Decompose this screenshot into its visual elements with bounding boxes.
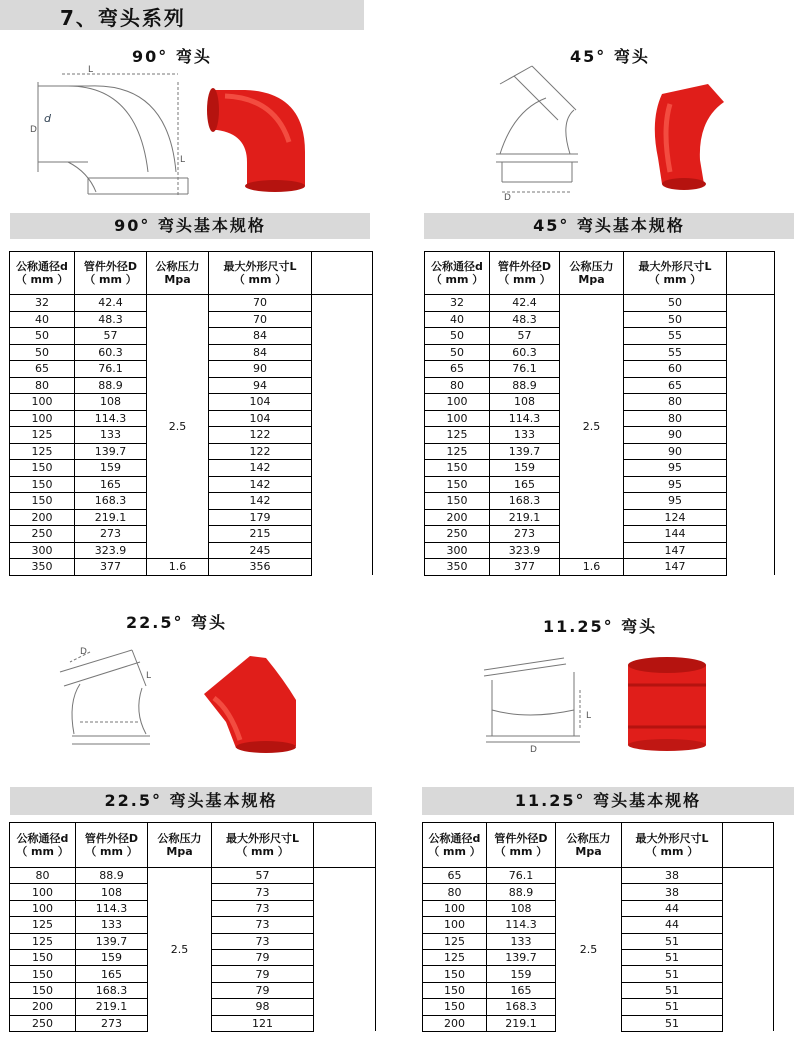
cell-max-size: 90 <box>209 361 312 378</box>
cell-nominal: 200 <box>425 509 490 526</box>
cell-max-size: 104 <box>209 394 312 411</box>
table-row <box>423 868 774 884</box>
col-header-max-size: 最大外形尺寸L （ mm ） <box>624 252 727 295</box>
cell-max-size: 245 <box>209 542 312 559</box>
cell-blank <box>727 427 775 444</box>
cell-nominal: 125 <box>425 443 490 460</box>
col-header-outer-dia: 管件外径D （ mm ） <box>76 823 148 868</box>
table-header-row <box>425 252 775 295</box>
cell-nominal: 50 <box>425 328 490 345</box>
elbow-90-photo <box>205 82 315 201</box>
cell-nominal: 80 <box>425 377 490 394</box>
table-row <box>10 559 373 576</box>
elbow-45-drawing <box>490 62 590 207</box>
col-header-blank <box>727 252 775 295</box>
cell-blank <box>312 526 373 543</box>
elbow-22-5-drawing <box>50 642 160 762</box>
cell-blank <box>723 1015 774 1031</box>
cell-blank <box>727 542 775 559</box>
cell-blank <box>314 949 376 965</box>
cell-outer-dia: 168.3 <box>76 982 148 998</box>
cell-nominal: 250 <box>10 1015 76 1031</box>
cell-blank <box>723 917 774 933</box>
cell-max-size: 104 <box>209 410 312 427</box>
cell-outer-dia: 168.3 <box>490 493 560 510</box>
cell-blank <box>727 377 775 394</box>
col-header-nominal: 公称通径d （ mm ） <box>10 823 76 868</box>
label-L-side: L <box>180 155 186 165</box>
table-header-row <box>10 823 376 868</box>
cell-pressure: 2.5 <box>560 295 624 559</box>
cell-nominal: 80 <box>10 868 76 884</box>
cell-nominal: 150 <box>423 999 487 1015</box>
cell-max-size: 51 <box>622 1015 723 1031</box>
col-header-outer-dia: 管件外径D （ mm ） <box>487 823 556 868</box>
elbow-90-drawing <box>28 62 198 202</box>
cell-max-size: 73 <box>212 917 314 933</box>
cell-last-0: 350 <box>10 559 75 576</box>
col-header-blank <box>312 252 373 295</box>
cell-outer-dia: 139.7 <box>490 443 560 460</box>
cell-blank <box>312 460 373 477</box>
cell-outer-dia: 323.9 <box>75 542 147 559</box>
label-L-22: L <box>146 671 152 681</box>
cell-blank <box>727 460 775 477</box>
cell-blank <box>727 344 775 361</box>
section-title-90: 90° 弯头 <box>132 47 212 66</box>
cell-blank <box>723 966 774 982</box>
cell-pressure: 2.5 <box>556 868 622 1032</box>
cell-last-1: 377 <box>75 559 147 576</box>
cell-blank <box>314 917 376 933</box>
cell-last-2: 1.6 <box>147 559 209 576</box>
cell-blank <box>727 328 775 345</box>
cell-blank <box>723 999 774 1015</box>
cell-nominal: 50 <box>425 344 490 361</box>
cell-nominal: 150 <box>423 982 487 998</box>
cell-outer-dia: 159 <box>76 949 148 965</box>
col-header-nominal: 公称通径d （ mm ） <box>423 823 487 868</box>
cell-nominal: 100 <box>423 917 487 933</box>
cell-outer-dia: 323.9 <box>490 542 560 559</box>
spec-table-22-5 <box>9 822 376 1032</box>
cell-max-size: 55 <box>624 344 727 361</box>
cell-nominal: 80 <box>10 377 75 394</box>
cell-outer-dia: 219.1 <box>487 1015 556 1031</box>
cell-max-size: 142 <box>209 493 312 510</box>
cell-outer-dia: 88.9 <box>487 884 556 900</box>
cell-max-size: 95 <box>624 460 727 477</box>
cell-outer-dia: 108 <box>487 900 556 916</box>
col-header-nominal: 公称通径d （ mm ） <box>425 252 490 295</box>
cell-blank <box>314 982 376 998</box>
cell-blank <box>727 394 775 411</box>
cell-max-size: 98 <box>212 999 314 1015</box>
cell-pressure: 2.5 <box>148 868 212 1032</box>
cell-nominal: 65 <box>425 361 490 378</box>
section-title-22-5: 22.5° 弯头 <box>126 613 228 632</box>
cell-max-size: 84 <box>209 344 312 361</box>
cell-blank <box>314 884 376 900</box>
cell-blank <box>312 311 373 328</box>
cell-outer-dia: 114.3 <box>76 900 148 916</box>
elbow-11-25-photo <box>622 655 712 759</box>
cell-nominal: 125 <box>423 933 487 949</box>
cell-blank <box>312 394 373 411</box>
cell-blank <box>727 559 775 576</box>
cell-outer-dia: 76.1 <box>490 361 560 378</box>
elbow-11-25-drawing <box>478 650 603 755</box>
cell-blank <box>723 949 774 965</box>
cell-nominal: 150 <box>423 966 487 982</box>
cell-blank <box>312 344 373 361</box>
cell-max-size: 51 <box>622 966 723 982</box>
cell-nominal: 150 <box>10 476 75 493</box>
cell-max-size: 73 <box>212 884 314 900</box>
cell-nominal: 100 <box>10 900 76 916</box>
cell-blank <box>312 361 373 378</box>
cell-outer-dia: 88.9 <box>76 868 148 884</box>
table-header-row <box>423 823 774 868</box>
cell-blank <box>727 526 775 543</box>
cell-blank <box>727 361 775 378</box>
cell-blank <box>312 542 373 559</box>
cell-max-size: 122 <box>209 427 312 444</box>
col-header-blank <box>723 823 774 868</box>
cell-nominal: 100 <box>425 394 490 411</box>
cell-max-size: 90 <box>624 443 727 460</box>
cell-nominal: 200 <box>423 1015 487 1031</box>
cell-nominal: 150 <box>10 949 76 965</box>
cell-outer-dia: 165 <box>76 966 148 982</box>
cell-nominal: 300 <box>10 542 75 559</box>
cell-blank <box>312 328 373 345</box>
cell-pressure: 2.5 <box>147 295 209 559</box>
cell-last-2: 1.6 <box>560 559 624 576</box>
cell-max-size: 73 <box>212 933 314 949</box>
cell-nominal: 125 <box>423 949 487 965</box>
cell-nominal: 125 <box>10 933 76 949</box>
cell-nominal: 50 <box>10 328 75 345</box>
cell-outer-dia: 219.1 <box>76 999 148 1015</box>
cell-max-size: 51 <box>622 999 723 1015</box>
cell-max-size: 124 <box>624 509 727 526</box>
cell-nominal: 80 <box>423 884 487 900</box>
cell-nominal: 150 <box>10 460 75 477</box>
table-row <box>10 295 373 312</box>
spec-table-45 <box>424 251 775 576</box>
spec-table-90 <box>9 251 373 576</box>
cell-outer-dia: 108 <box>75 394 147 411</box>
cell-max-size: 51 <box>622 949 723 965</box>
cell-max-size: 121 <box>212 1015 314 1031</box>
cell-max-size: 80 <box>624 394 727 411</box>
cell-blank <box>312 427 373 444</box>
table-row <box>425 295 775 312</box>
cell-max-size: 65 <box>624 377 727 394</box>
col-header-blank <box>314 823 376 868</box>
table-row <box>425 559 775 576</box>
cell-outer-dia: 168.3 <box>75 493 147 510</box>
col-header-outer-dia: 管件外径D （ mm ） <box>75 252 147 295</box>
cell-nominal: 125 <box>10 427 75 444</box>
cell-max-size: 51 <box>622 982 723 998</box>
cell-blank <box>312 493 373 510</box>
cell-blank <box>727 295 775 312</box>
cell-max-size: 79 <box>212 966 314 982</box>
cell-nominal: 125 <box>10 443 75 460</box>
cell-max-size: 44 <box>622 900 723 916</box>
cell-max-size: 142 <box>209 476 312 493</box>
cell-max-size: 179 <box>209 509 312 526</box>
cell-max-size: 57 <box>212 868 314 884</box>
cell-max-size: 95 <box>624 476 727 493</box>
col-header-pressure: 公称压力 Mpa <box>556 823 622 868</box>
cell-max-size: 90 <box>624 427 727 444</box>
cell-outer-dia: 133 <box>75 427 147 444</box>
label-D-22: D <box>80 647 87 657</box>
cell-outer-dia: 165 <box>490 476 560 493</box>
cell-outer-dia: 42.4 <box>490 295 560 312</box>
cell-blank <box>727 410 775 427</box>
cell-outer-dia: 108 <box>76 884 148 900</box>
cell-max-size: 51 <box>622 933 723 949</box>
cell-nominal: 65 <box>10 361 75 378</box>
cell-outer-dia: 133 <box>76 917 148 933</box>
col-header-pressure: 公称压力 Mpa <box>560 252 624 295</box>
cell-nominal: 250 <box>10 526 75 543</box>
cell-nominal: 100 <box>10 884 76 900</box>
cell-max-size: 44 <box>622 917 723 933</box>
table-header-row <box>10 252 373 295</box>
cell-nominal: 40 <box>10 311 75 328</box>
cell-outer-dia: 159 <box>487 966 556 982</box>
cell-blank <box>723 933 774 949</box>
cell-outer-dia: 88.9 <box>75 377 147 394</box>
cell-blank <box>723 982 774 998</box>
cell-blank <box>314 900 376 916</box>
cell-max-size: 38 <box>622 868 723 884</box>
cell-blank <box>314 868 376 884</box>
cell-outer-dia: 48.3 <box>490 311 560 328</box>
cell-max-size: 84 <box>209 328 312 345</box>
label-D-45: D <box>504 193 511 203</box>
cell-nominal: 150 <box>425 493 490 510</box>
cell-max-size: 70 <box>209 311 312 328</box>
col-header-max-size: 最大外形尺寸L （ mm ） <box>622 823 723 868</box>
cell-nominal: 150 <box>10 493 75 510</box>
cell-nominal: 200 <box>10 999 76 1015</box>
cell-nominal: 300 <box>425 542 490 559</box>
spec-title-11-25: 11.25° 弯头基本规格 <box>422 787 794 815</box>
cell-blank <box>312 377 373 394</box>
cell-outer-dia: 139.7 <box>75 443 147 460</box>
cell-max-size: 94 <box>209 377 312 394</box>
cell-outer-dia: 165 <box>75 476 147 493</box>
label-D-11: D <box>530 745 537 755</box>
cell-nominal: 150 <box>425 476 490 493</box>
cell-blank <box>314 1015 376 1031</box>
spec-title-90: 90° 弯头基本规格 <box>10 213 370 239</box>
cell-blank <box>727 311 775 328</box>
cell-nominal: 40 <box>425 311 490 328</box>
cell-max-size: 70 <box>209 295 312 312</box>
cell-outer-dia: 165 <box>487 982 556 998</box>
col-header-max-size: 最大外形尺寸L （ mm ） <box>212 823 314 868</box>
elbow-45-photo <box>628 80 728 199</box>
label-d: d <box>44 112 51 125</box>
cell-nominal: 250 <box>425 526 490 543</box>
cell-max-size: 142 <box>209 460 312 477</box>
cell-outer-dia: 114.3 <box>75 410 147 427</box>
cell-outer-dia: 76.1 <box>75 361 147 378</box>
cell-outer-dia: 57 <box>490 328 560 345</box>
col-header-max-size: 最大外形尺寸L （ mm ） <box>209 252 312 295</box>
cell-max-size: 122 <box>209 443 312 460</box>
cell-outer-dia: 108 <box>490 394 560 411</box>
cell-max-size: 50 <box>624 311 727 328</box>
cell-blank <box>727 443 775 460</box>
cell-outer-dia: 133 <box>487 933 556 949</box>
cell-outer-dia: 273 <box>76 1015 148 1031</box>
cell-nominal: 125 <box>10 917 76 933</box>
cell-last-3: 147 <box>624 559 727 576</box>
cell-blank <box>314 933 376 949</box>
section-title-11-25: 11.25° 弯头 <box>543 617 658 636</box>
cell-outer-dia: 139.7 <box>76 933 148 949</box>
cell-nominal: 150 <box>425 460 490 477</box>
cell-outer-dia: 88.9 <box>490 377 560 394</box>
cell-max-size: 95 <box>624 493 727 510</box>
cell-outer-dia: 60.3 <box>490 344 560 361</box>
spec-title-22-5: 22.5° 弯头基本规格 <box>10 787 372 815</box>
cell-nominal: 50 <box>10 344 75 361</box>
cell-nominal: 32 <box>10 295 75 312</box>
cell-nominal: 32 <box>425 295 490 312</box>
cell-nominal: 100 <box>423 900 487 916</box>
cell-max-size: 38 <box>622 884 723 900</box>
cell-outer-dia: 159 <box>75 460 147 477</box>
cell-blank <box>727 493 775 510</box>
cell-max-size: 80 <box>624 410 727 427</box>
cell-max-size: 147 <box>624 542 727 559</box>
cell-outer-dia: 114.3 <box>487 917 556 933</box>
cell-nominal: 100 <box>10 410 75 427</box>
cell-outer-dia: 159 <box>490 460 560 477</box>
cell-nominal: 200 <box>10 509 75 526</box>
cell-blank <box>727 509 775 526</box>
cell-outer-dia: 60.3 <box>75 344 147 361</box>
spec-title-45: 45° 弯头基本规格 <box>424 213 794 239</box>
cell-blank <box>312 559 373 576</box>
label-L-11: L <box>586 711 592 721</box>
cell-outer-dia: 133 <box>490 427 560 444</box>
cell-outer-dia: 48.3 <box>75 311 147 328</box>
cell-outer-dia: 42.4 <box>75 295 147 312</box>
cell-outer-dia: 139.7 <box>487 949 556 965</box>
cell-outer-dia: 219.1 <box>490 509 560 526</box>
cell-nominal: 65 <box>423 868 487 884</box>
section-title-45: 45° 弯头 <box>570 47 650 66</box>
cell-blank <box>312 509 373 526</box>
cell-blank <box>312 410 373 427</box>
cell-blank <box>723 900 774 916</box>
cell-last-3: 356 <box>209 559 312 576</box>
cell-last-1: 377 <box>490 559 560 576</box>
cell-last-0: 350 <box>425 559 490 576</box>
cell-blank <box>723 868 774 884</box>
cell-outer-dia: 76.1 <box>487 868 556 884</box>
cell-max-size: 50 <box>624 295 727 312</box>
cell-max-size: 60 <box>624 361 727 378</box>
cell-outer-dia: 273 <box>75 526 147 543</box>
cell-outer-dia: 57 <box>75 328 147 345</box>
cell-nominal: 100 <box>10 394 75 411</box>
cell-blank <box>312 295 373 312</box>
cell-blank <box>312 476 373 493</box>
cell-blank <box>723 884 774 900</box>
label-L-top: L <box>88 65 94 75</box>
page-title: 7、弯头系列 <box>60 6 186 30</box>
cell-blank <box>312 443 373 460</box>
col-header-nominal: 公称通径d （ mm ） <box>10 252 75 295</box>
cell-outer-dia: 168.3 <box>487 999 556 1015</box>
cell-max-size: 144 <box>624 526 727 543</box>
cell-nominal: 150 <box>10 966 76 982</box>
spec-table-11-25 <box>422 822 774 1032</box>
cell-blank <box>314 999 376 1015</box>
cell-nominal: 150 <box>10 982 76 998</box>
cell-nominal: 125 <box>425 427 490 444</box>
cell-outer-dia: 114.3 <box>490 410 560 427</box>
cell-outer-dia: 219.1 <box>75 509 147 526</box>
col-header-outer-dia: 管件外径D （ mm ） <box>490 252 560 295</box>
cell-max-size: 55 <box>624 328 727 345</box>
cell-max-size: 79 <box>212 982 314 998</box>
cell-max-size: 73 <box>212 900 314 916</box>
cell-blank <box>727 476 775 493</box>
cell-blank <box>314 966 376 982</box>
cell-max-size: 215 <box>209 526 312 543</box>
elbow-22-5-photo <box>200 650 305 764</box>
cell-nominal: 100 <box>425 410 490 427</box>
cell-outer-dia: 273 <box>490 526 560 543</box>
col-header-pressure: 公称压力 Mpa <box>148 823 212 868</box>
table-row <box>10 868 376 884</box>
label-D: D <box>30 125 37 135</box>
col-header-pressure: 公称压力 Mpa <box>147 252 209 295</box>
cell-max-size: 79 <box>212 949 314 965</box>
